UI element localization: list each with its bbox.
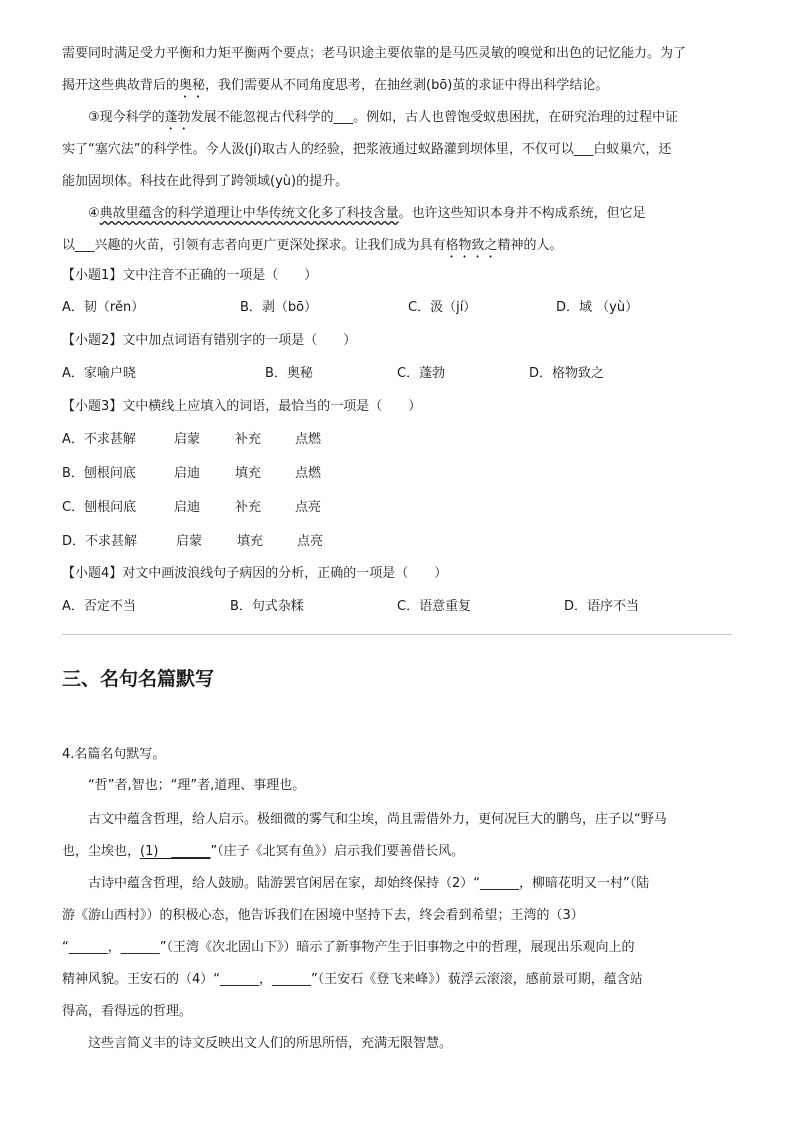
q3-option-a[interactable]: A．不求甚解 xyxy=(62,432,136,447)
q2-option-c[interactable]: C．蓬勃 xyxy=(397,366,446,381)
q3-b-word-2: 启迪 xyxy=(174,466,201,481)
section-heading: 三、名句名篇默写 xyxy=(62,668,215,690)
q1-option-a[interactable]: A．韧（rěn） xyxy=(62,300,145,315)
q3-b-word-3: 填充 xyxy=(235,466,262,481)
q3-d-word-4: 点亮 xyxy=(297,534,324,549)
dotted-word: 蓬勃 xyxy=(164,110,191,125)
q3-a-word-4: 点燃 xyxy=(295,432,322,447)
passage-line-5: 能加固坝体。科技在此得到了跨领域(yù)的提升。 xyxy=(62,174,349,189)
q3-c-word-2: 启迪 xyxy=(174,500,201,515)
q1-option-b[interactable]: B．剥（bō） xyxy=(240,300,318,315)
section-divider xyxy=(62,634,732,635)
text: 以___兴趣的火苗，引领有志者向更广更深处探求。让我们成为具有 xyxy=(62,238,446,253)
text: 。也许这些知识本身并不构成系统，但它足 xyxy=(398,206,646,221)
q2-option-b[interactable]: B．奥秘 xyxy=(265,366,313,381)
q5-para-3-line-1: 古诗中蕴含哲理，给人鼓励。陆游罢官闲居在家，却始终保持（2）“______，柳暗花明又一村”（陆 xyxy=(88,876,650,891)
q3-d-word-2: 启蒙 xyxy=(176,534,203,549)
q1-option-d[interactable]: D．域 （yù） xyxy=(556,300,639,315)
question-1-stem: 【小题1】文中注音不正确的一项是（ ） xyxy=(62,268,318,283)
text: 揭开这些典故背后的 xyxy=(62,78,180,93)
q1-option-c[interactable]: C．汲（jí） xyxy=(408,300,477,315)
text: ”（庄子《北冥有鱼》）启示我们要善借长风。 xyxy=(210,844,465,859)
text: 发展不能忽视古代科学的___。例如，古人也曾饱受蚁患困扰，在研究治理的过程中证 xyxy=(190,110,679,125)
q3-a-word-2: 启蒙 xyxy=(174,432,201,447)
passage-line-3 xyxy=(88,108,678,133)
q3-c-word-4: 点亮 xyxy=(295,500,322,515)
text: ，我们需要从不同角度思考，在抽丝剥(bō)茧的求证中得出科学结论。 xyxy=(205,78,609,93)
passage-line-4: 实了“塞穴法”的科学性。今人汲(jí)取古人的经验，把浆液通过蚁路灌到坝体里，不仅可以___白蚁巢穴，还 xyxy=(62,142,672,157)
text: ③现今科学的 xyxy=(88,110,165,125)
q5-para-2-line-1: 古文中蕴含哲理，给人启示。极细微的雾气和尘埃，尚且需借外力，更何况巨大的鹏鸟，庄子以“野马 xyxy=(88,812,667,827)
question-2-stem: 【小题2】文中加点词语有错别字的一项是（ ） xyxy=(62,333,357,348)
q3-d-word-3: 填充 xyxy=(237,534,264,549)
q5-para-3-line-2: 游《游山西村》）的积极心态，他告诉我们在困境中坚持下去，终会看到希望；王湾的（3） xyxy=(62,908,584,923)
text: 精神的人。 xyxy=(497,238,563,253)
q5-para-3-line-4: 精神风貌。王安石的（4）“______，______”（王安石《登飞来峰》）藐浮云滚滚，感前景可期，蕴含站 xyxy=(62,972,643,987)
q5-para-2-line-2 xyxy=(62,842,464,862)
q2-option-a[interactable]: A．家喻户晓 xyxy=(62,366,136,381)
q5-para-3-line-3: “______，______”（王湾《次北固山下》）暗示了新事物产生于旧事物之中的哲理，展现出乐观向上的 xyxy=(62,940,635,955)
text: 也，尘埃也， xyxy=(62,844,141,859)
q3-option-c[interactable]: C．刨根问底 xyxy=(62,500,137,515)
blank-1[interactable]: (1) ______ xyxy=(140,844,211,859)
passage-line-7 xyxy=(62,236,563,261)
q3-c-word-3: 补充 xyxy=(235,500,262,515)
q4-option-a[interactable]: A．否定不当 xyxy=(62,599,136,614)
wavy-sentence: 典故里蕴含的科学道理让中华传统文化多了科技含量 xyxy=(99,206,399,221)
text: ④ xyxy=(88,206,100,221)
dotted-word: 奥秘 xyxy=(179,78,206,93)
q5-para-1: “哲”者,智也；“理”者,道理、事理也。 xyxy=(88,778,306,793)
q4-option-c[interactable]: C．语意重复 xyxy=(397,599,472,614)
passage-line-2 xyxy=(62,76,608,101)
dotted-word: 格物致之 xyxy=(445,238,498,253)
q3-b-word-4: 点燃 xyxy=(295,466,322,481)
q4-option-d[interactable]: D．语序不当 xyxy=(564,599,640,614)
question-4-stem: 【小题4】对文中画波浪线句子病因的分析，正确的一项是（ ） xyxy=(62,566,448,581)
question-3-stem: 【小题3】文中横线上应填入的词语，最恰当的一项是（ ） xyxy=(62,399,422,414)
q3-a-word-3: 补充 xyxy=(235,432,262,447)
passage-line-1: 需要同时满足受力平衡和力矩平衡两个要点；老马识途主要依靠的是马匹灵敏的嗅觉和出色的记忆能力。为了 xyxy=(62,46,687,61)
passage-line-6 xyxy=(88,204,646,224)
q3-option-d[interactable]: D．不求甚解 xyxy=(62,534,138,549)
q5-title: 4.名篇名句默写。 xyxy=(62,747,166,762)
q4-option-b[interactable]: B．句式杂糅 xyxy=(230,599,304,614)
q3-option-b[interactable]: B．刨根问底 xyxy=(62,466,136,481)
q5-para-3-line-5: 得高，看得远的哲理。 xyxy=(62,1004,193,1019)
q2-option-d[interactable]: D．格物致之 xyxy=(529,366,605,381)
q5-para-4: 这些言简义丰的诗文反映出文人们的所思所悟，充满无限智慧。 xyxy=(88,1036,453,1051)
